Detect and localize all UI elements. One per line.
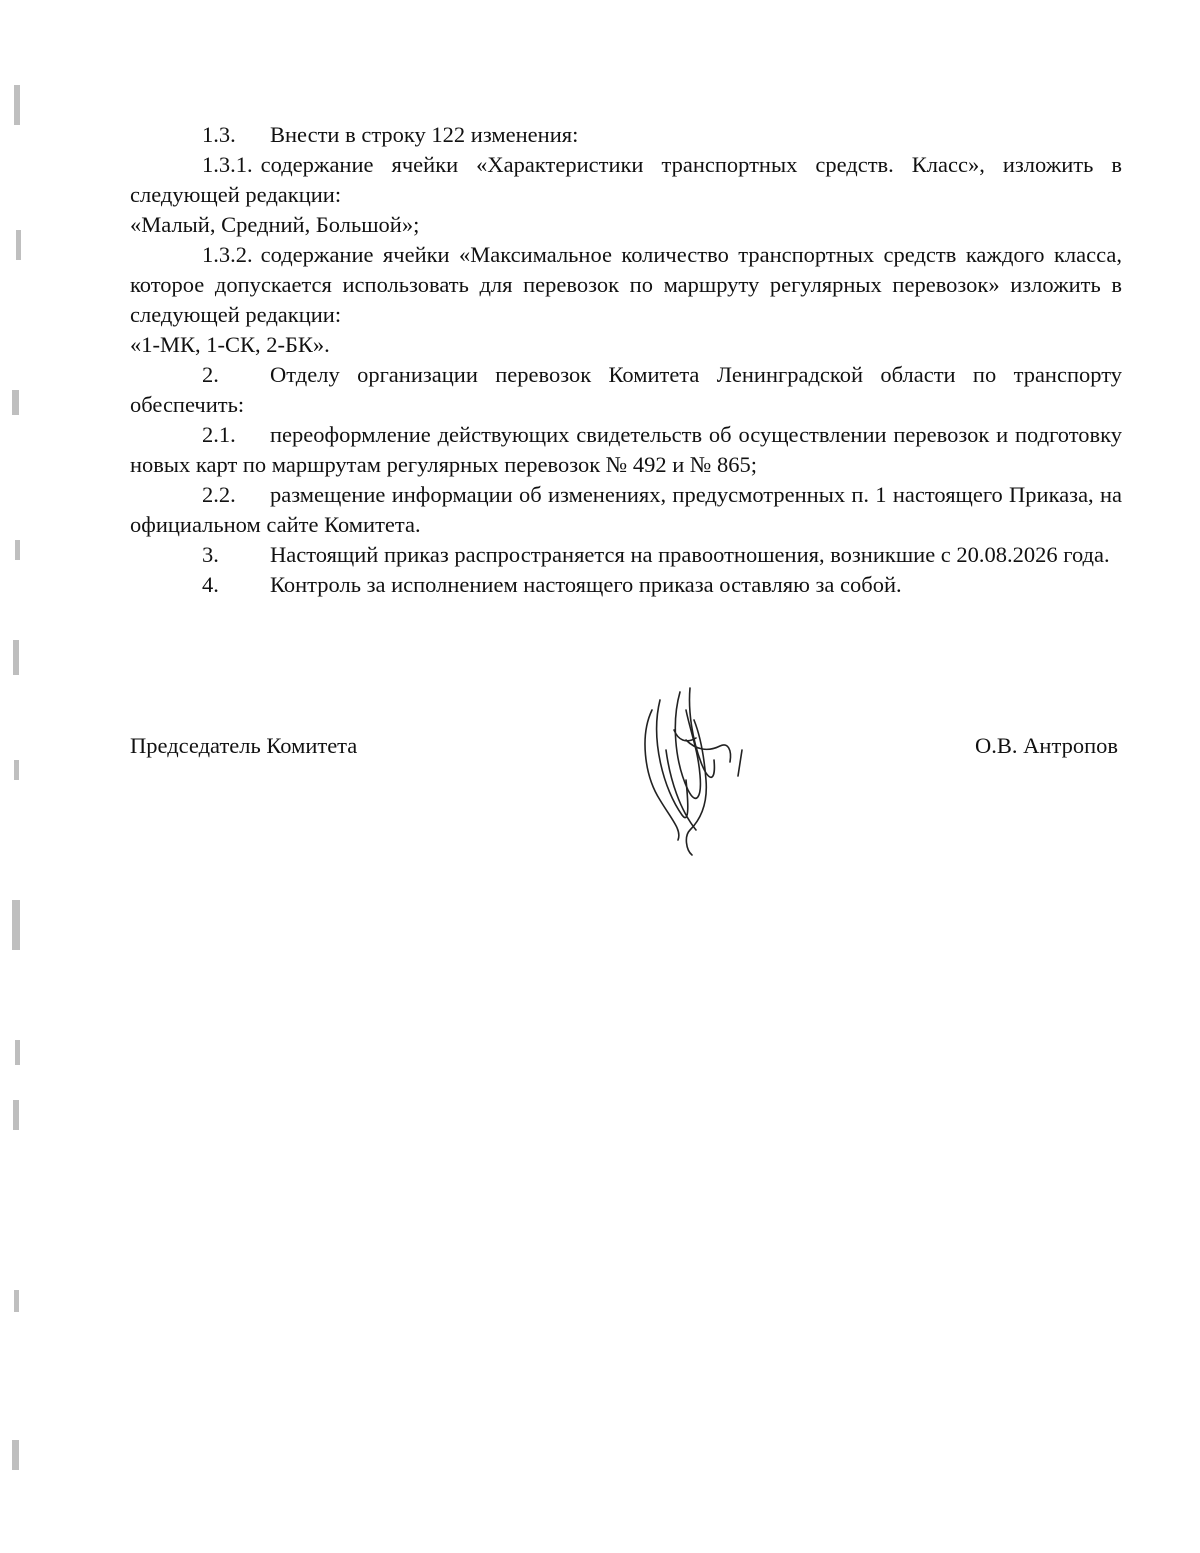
item-number: 4. (202, 572, 219, 597)
item-1-3-1-value (130, 210, 1122, 240)
item-number: 1.3.1. (202, 152, 253, 177)
item-number: 2.1. (202, 422, 236, 447)
item-number: 1.3. (202, 122, 236, 147)
item-number: 2.2. (202, 482, 236, 507)
item-text: Контроль за исполнением настоящего приказа оставляю за собой. (270, 572, 902, 597)
item-1-3 (130, 120, 1122, 150)
document-body (130, 120, 1122, 600)
item-3 (130, 540, 1122, 570)
item-text: размещение информации об изменениях, предусмотренных п. 1 настоящего Приказа, на официальном сайте Комитета. (130, 482, 1122, 537)
scan-edge-noise (0, 0, 36, 1553)
item-1-3-1 (130, 150, 1122, 210)
item-text: Внести в строку 122 изменения: (270, 122, 579, 147)
item-2-1 (130, 420, 1122, 480)
item-text: Отделу организации перевозок Комитета Ленинградской области по транспорту обеспечить: (130, 362, 1122, 417)
item-text: содержание ячейки «Максимальное количество транспортных средств каждого класса, которое допускается использовать для перевозок по маршруту регулярных перевозок» изложить в следующей редакции: (130, 242, 1122, 327)
item-number: 2. (202, 362, 219, 387)
item-4 (130, 570, 1122, 600)
item-2-2 (130, 480, 1122, 540)
signatory-position: Председатель Комитета (130, 733, 358, 758)
item-text: содержание ячейки «Характеристики транспортных средств. Класс», изложить в следующей редакции: (130, 152, 1122, 207)
item-text: «Малый, Средний, Большой»; (130, 212, 420, 237)
item-number: 1.3.2. (202, 242, 253, 267)
signature-block (130, 731, 1118, 771)
item-1-3-2 (130, 240, 1122, 330)
item-number: 3. (202, 542, 219, 567)
item-text: Настоящий приказ распространяется на правоотношения, возникшие с 20.08.2026 года. (270, 542, 1110, 567)
item-text: «1-МК, 1-СК, 2-БК». (130, 332, 330, 357)
item-1-3-2-value (130, 330, 1122, 360)
item-2 (130, 360, 1122, 420)
item-text: переоформление действующих свидетельств об осуществлении перевозок и подготовку новых карт по маршрутам регулярных перевозок № 492 и № 865; (130, 422, 1122, 477)
signatory-name: О.В. Антропов (975, 733, 1118, 758)
handwritten-signature (630, 680, 760, 860)
